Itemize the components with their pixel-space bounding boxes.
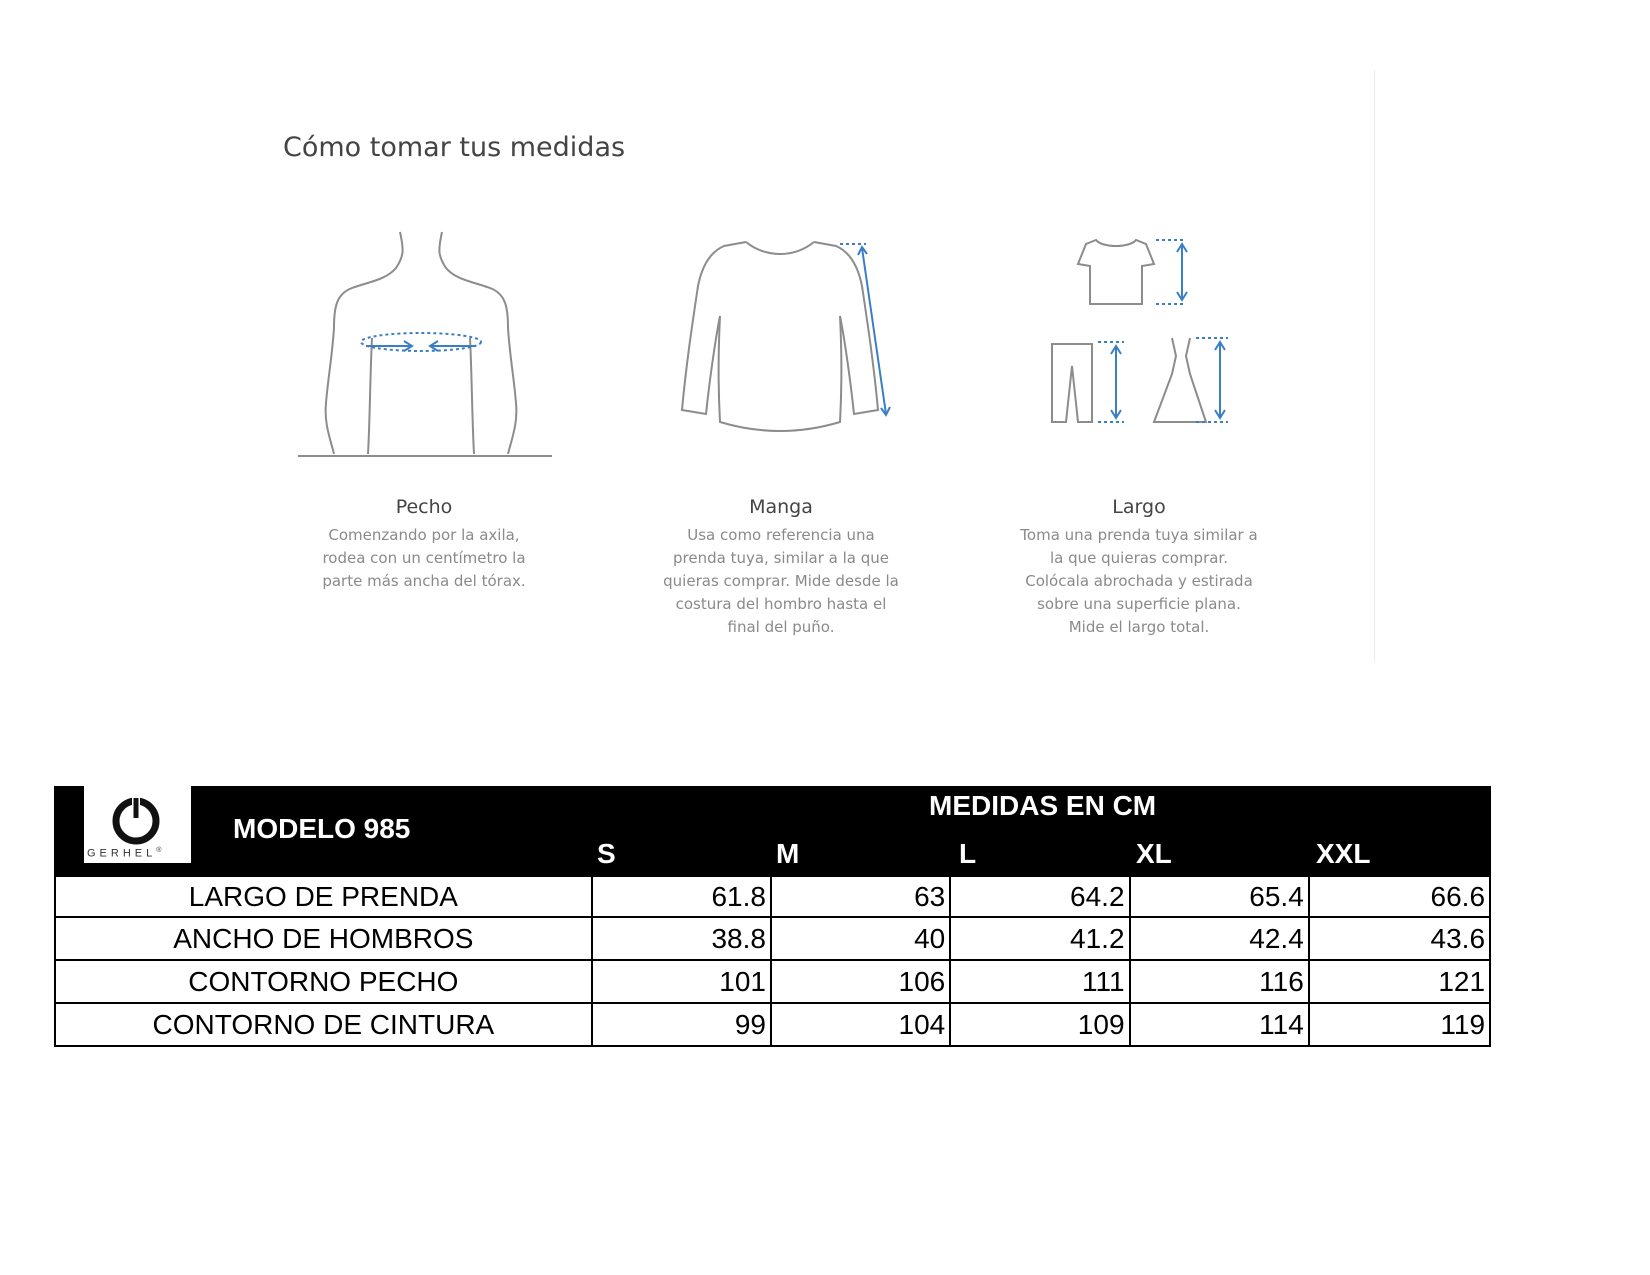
guide-column-heading: Pecho: [395, 496, 453, 518]
value-cell: 65.4: [1131, 877, 1310, 916]
value-cell: 106: [772, 961, 951, 1002]
table-row: [54, 875, 1491, 918]
value-cell: 40: [772, 918, 951, 959]
value-cell: 99: [593, 1004, 772, 1045]
brand-name-text: GERHEL: [87, 847, 157, 860]
value-cell: 41.2: [951, 918, 1130, 959]
size-header-m: M: [776, 838, 800, 869]
guide-column-largo: [1008, 496, 1270, 639]
brand-name: [87, 847, 191, 860]
value-cell: 121: [1438, 965, 1486, 997]
guide-column-pecho: [296, 496, 552, 593]
long-sleeve-shirt-icon: [676, 236, 906, 438]
table-row: [54, 1004, 1491, 1047]
guide-column-manga: [650, 496, 912, 639]
guide-column-heading: Largo: [1112, 496, 1166, 518]
value-cell: 104: [772, 1004, 951, 1045]
guide-column-text: Toma una prenda tuya similar a la que quieras comprar. Colócala abrochada y estirada sobre una superficie plana. Mide el largo total.: [1020, 526, 1258, 636]
guide-column-text: Comenzando por la axila, rodea con un centímetro la parte más ancha del tórax.: [322, 526, 526, 590]
table-header: [54, 786, 1491, 875]
size-header-s: S: [597, 838, 616, 869]
guide-column-heading: Manga: [749, 496, 813, 518]
value-cell: 116: [1131, 961, 1310, 1002]
table-row: [54, 961, 1491, 1004]
size-header-l: L: [959, 838, 977, 869]
value-cell: 38.8: [593, 918, 772, 959]
value-cell: 114: [1131, 1004, 1310, 1045]
table-row: [54, 918, 1491, 961]
value-cell: 119: [1440, 1008, 1486, 1040]
size-header-xl: XL: [1136, 838, 1172, 869]
power-logo-icon: [107, 794, 165, 846]
value-cell: 109: [951, 1004, 1130, 1045]
row-label: LARGO DE PRENDA: [56, 877, 593, 916]
value-cell: 64.2: [951, 877, 1130, 916]
row-label: CONTORNO PECHO: [56, 961, 593, 1002]
value-cell: 42.4: [1131, 918, 1310, 959]
guide-title: Cómo tomar tus medidas: [283, 132, 626, 163]
row-label: CONTORNO DE CINTURA: [56, 1004, 593, 1045]
row-label: ANCHO DE HOMBROS: [56, 918, 593, 959]
value-cell: 111: [951, 961, 1130, 1002]
value-cell: 61.8: [593, 877, 772, 916]
size-table: [54, 786, 1491, 1047]
value-cell: 66.6: [1430, 880, 1486, 912]
brand-logo: [84, 786, 191, 863]
size-header-xxl: XXL: [1316, 838, 1371, 869]
value-cell: 43.6: [1430, 922, 1486, 954]
value-cell: 63: [772, 877, 951, 916]
value-cell: 101: [593, 961, 772, 1002]
vertical-divider: [1374, 70, 1375, 662]
torso-chest-icon: [296, 228, 556, 464]
registered-mark: ®: [156, 847, 162, 854]
units-heading: MEDIDAS EN CM: [929, 790, 1157, 821]
garment-length-icon: [1046, 236, 1246, 436]
model-label: MODELO 985: [233, 813, 411, 844]
guide-column-text: Usa como referencia una prenda tuya, similar a la que quieras comprar. Mide desde la costura del hombro hasta el final del puño.: [663, 526, 899, 636]
